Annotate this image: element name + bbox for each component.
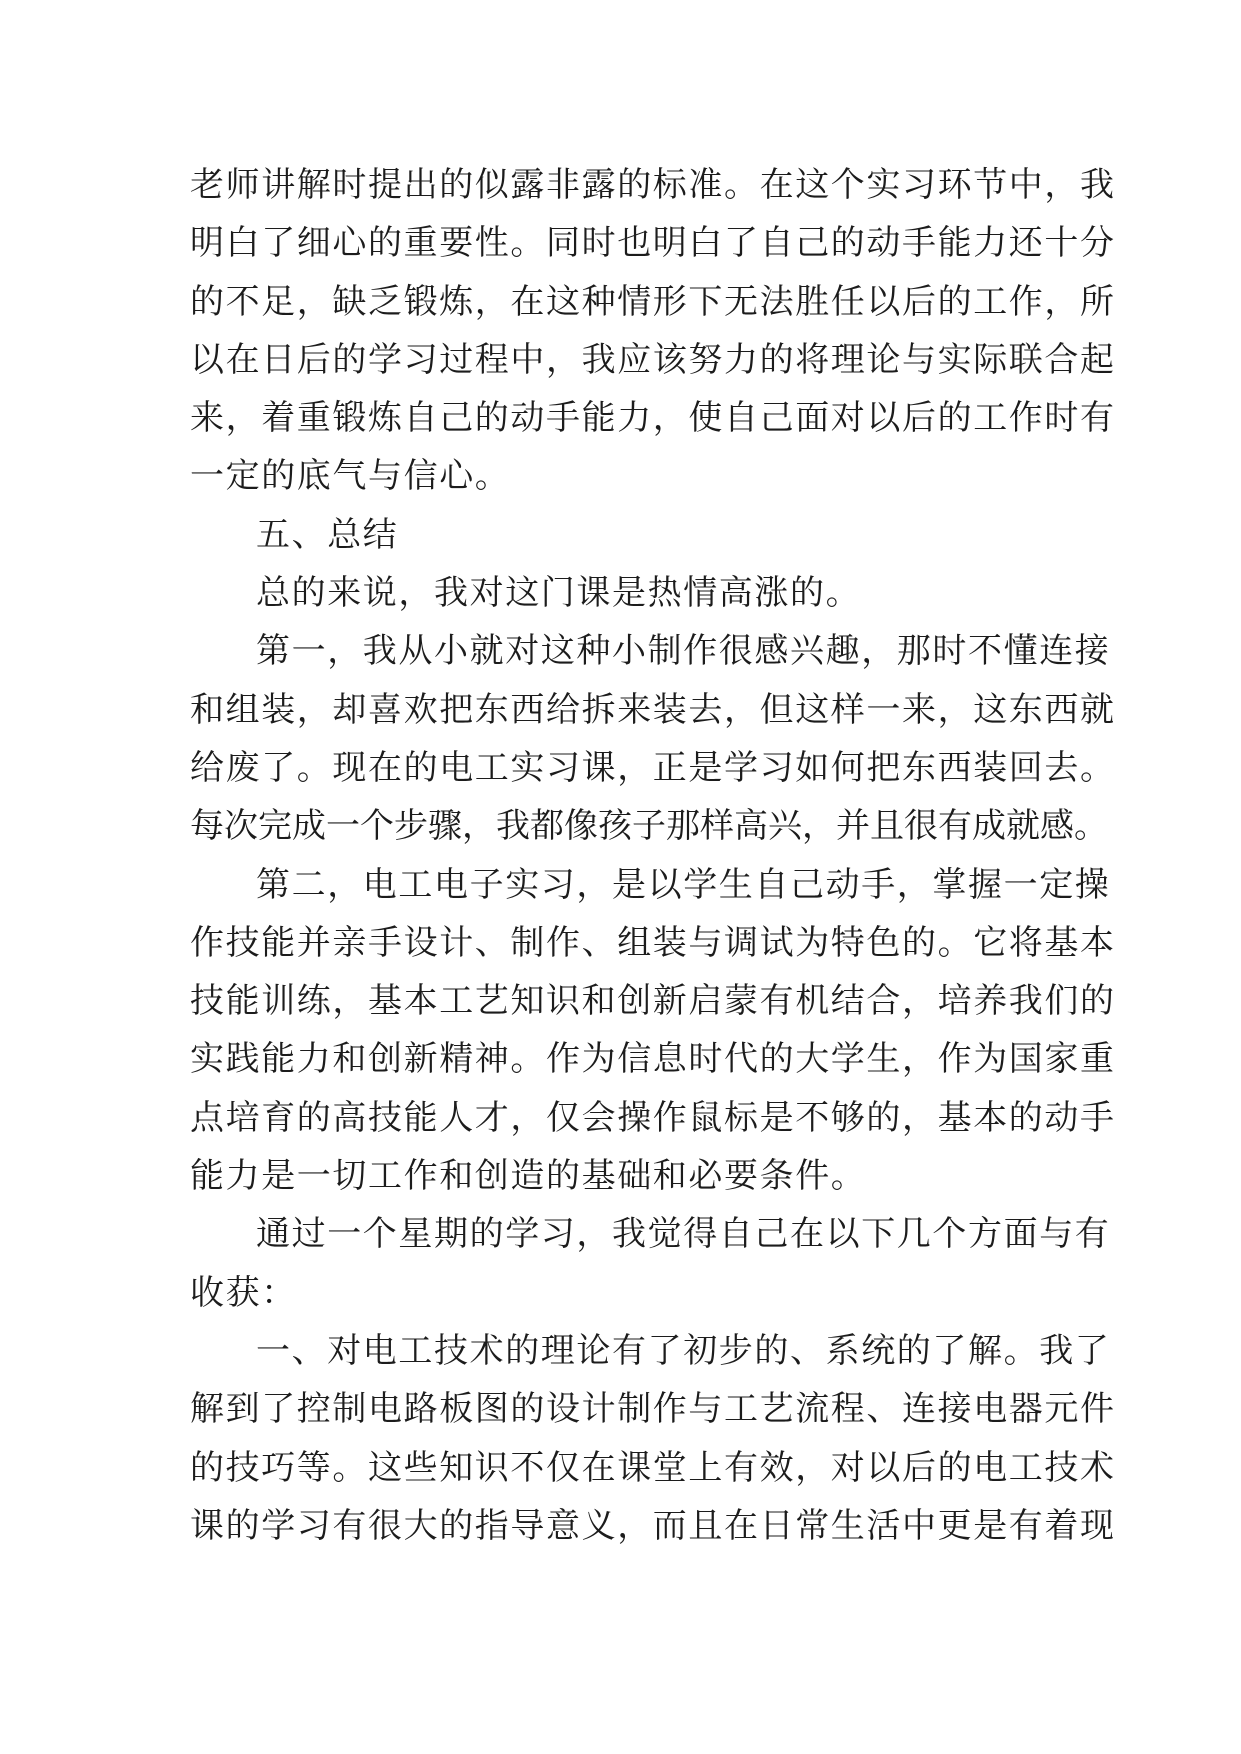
text-line: 来，着重锻炼自己的动手能力，使自己面对以后的工作时有	[190, 398, 1116, 439]
text-line: 能力是一切工作和创造的基础和必要条件。	[190, 1156, 867, 1197]
text-line: 老师讲解时提出的似露非露的标准。在这个实习环节中，我	[190, 165, 1116, 205]
text-line: 作技能并亲手设计、制作、组装与调试为特色的。它将基本	[190, 922, 1116, 963]
document-body	[190, 156, 1116, 1555]
text-line: 一定的底气与信心。	[190, 456, 511, 497]
text-line: 解到了控制电路板图的设计制作与工艺流程、连接电器元件	[190, 1389, 1116, 1430]
text-line: 课的学习有很大的指导意义，而且在日常生活中更是有着现	[190, 1505, 1116, 1546]
text-line: 的不足，缺乏锻炼，在这种情形下无法胜任以后的工作，所	[190, 281, 1116, 322]
text-line: 以在日后的学习过程中，我应该努力的将理论与实际联合起	[190, 339, 1116, 380]
text-line: 技能训练，基本工艺知识和创新启蒙有机结合，培养我们的	[190, 981, 1116, 1022]
text-line: 点培育的高技能人才，仅会操作鼠标是不够的，基本的动手	[190, 1097, 1116, 1138]
text-line: 每次完成一个步骤，我都像孩子那样高兴，并且很有成就感。	[190, 806, 1108, 847]
text-line: 的技巧等。这些知识不仅在课堂上有效，对以后的电工技术	[190, 1447, 1116, 1488]
text-line: 和组装，却喜欢把东西给拆来装去，但这样一来，这东西就	[190, 689, 1116, 730]
text-line: 收获：	[190, 1272, 297, 1313]
text-line: 给废了。现在的电工实习课，正是学习如何把东西装回去。	[190, 747, 1116, 788]
text-line: 一、对电工技术的理论有了初步的、系统的了解。我了	[256, 1330, 1111, 1371]
text-line: 实践能力和创新精神。作为信息时代的大学生，作为国家重	[190, 1039, 1116, 1080]
section-heading: 五、总结	[256, 514, 399, 555]
text-line: 第一，我从小就对这种小制作很感兴趣，那时不懂连接	[256, 631, 1111, 672]
text-line: 明白了细心的重要性。同时也明白了自己的动手能力还十分	[190, 223, 1116, 264]
text-line: 通过一个星期的学习，我觉得自己在以下几个方面与有	[256, 1214, 1111, 1255]
text-line: 第二，电工电子实习，是以学生自己动手，掌握一定操	[256, 864, 1111, 905]
text-line: 总的来说，我对这门课是热情高涨的。	[256, 573, 862, 614]
